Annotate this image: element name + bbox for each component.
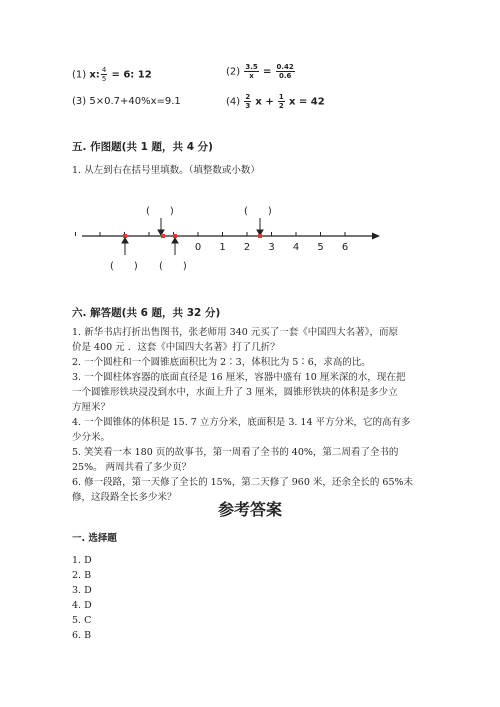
equation-2-left-fraction [244, 63, 258, 80]
question-line: 3. 一个圆柱体容器的底面直径是 16 厘米，容器中盛有 10 厘米深的水，现在把 [72, 372, 406, 383]
paren-bottom-1: ( ) [110, 261, 138, 272]
equation-4-fraction-2 [278, 93, 285, 110]
answer-item: 3. D [72, 585, 92, 596]
equation-1-fraction [101, 66, 107, 83]
section-6-title: 六. 解答题(共 6 题，共 32 分) [72, 307, 221, 319]
red-mark-4 [258, 234, 262, 238]
section-6-questions [72, 325, 413, 505]
fraction-numerator: 2 [245, 93, 251, 101]
answer-item: 4. D [72, 600, 92, 611]
answers-title: 参考答案 [217, 500, 282, 519]
fraction-numerator: 4 [101, 66, 107, 74]
section-5-question-1: 1. 从左到右在括号里填数。（填整数或小数） [72, 165, 260, 176]
question-line: 一个圆锥形铁块浸没到水中，水面上升了 3 厘米，圆锥形铁块的体积是多少立 [72, 387, 398, 398]
answers-list [72, 553, 92, 643]
equation-4-label: (4) [226, 96, 241, 108]
fraction-numerator: 3.5 [245, 63, 258, 71]
question-line: 修，这段路全长多少米？ [72, 492, 177, 503]
axis-ticks [76, 232, 346, 236]
axis-tick-label: 3 [268, 242, 275, 253]
fraction-denominator: 5 [101, 75, 107, 83]
question-line: 2. 一个圆柱和一个圆锥底面积比为 2∶3，体积比为 5∶6，求高的比。 [72, 357, 371, 368]
answers-section-1-title: 一. 选择题 [72, 533, 117, 544]
question-line: 1. 新华书店打折出售图书，张老师用 340 元买了一套《中国四大名著》，而原 [72, 327, 399, 338]
axis-tick-label: 5 [317, 242, 324, 253]
arrows-up [122, 238, 178, 255]
equation-1-label: (1) [72, 69, 87, 81]
axis-tick-label: 2 [243, 242, 251, 253]
equation-2-equals: = [262, 66, 272, 78]
equation-3 [72, 96, 181, 107]
question-line: 少分米。 [72, 432, 111, 443]
number-line-figure [72, 200, 392, 280]
equation-4-mid: x + [255, 96, 274, 108]
question-line: 6. 修一段路，第一天修了全长的 15%，第二天修了 960 米，还余全长的 65%未 [72, 477, 414, 488]
fraction-denominator: 2 [278, 102, 284, 110]
fraction-denominator: 0.6 [278, 72, 292, 80]
bottom-parens [110, 261, 187, 272]
axis-tick-label: 1 [219, 242, 226, 253]
red-mark-2 [161, 234, 165, 238]
fraction-numerator: 1 [278, 93, 284, 101]
arrow-up-2-head [172, 238, 178, 243]
paren-top-1: ( ) [146, 206, 174, 217]
answer-item: 2. B [72, 570, 92, 581]
answer-item: 5. C [72, 615, 92, 626]
axis-tick-label: 4 [292, 242, 300, 253]
equation-4 [226, 93, 325, 110]
answer-item: 6. B [72, 630, 92, 641]
arrow-up-1-head [122, 238, 128, 243]
paren-top-2: ( ) [244, 206, 272, 217]
axis-tick-label: 6 [341, 242, 349, 253]
fraction-numerator: 0.42 [276, 63, 294, 71]
equation-4-rhs: x = 42 [288, 96, 325, 108]
axis-tick-label: 0 [194, 242, 202, 253]
equation-1-lhs: x: [89, 69, 100, 81]
question-line: 4. 一个圆锥体的体积是 15. 7 立方分米，底面积是 3. 14 平方分米，它的高有多 [72, 417, 411, 428]
equation-4-fraction-1 [244, 93, 251, 110]
equation-2-label: (2) [226, 66, 241, 78]
answer-item: 1. D [72, 555, 92, 566]
question-line: 5. 笑笑看一本 180 页的故事书，第一周看了全书的 40%，第二周看了全书的 [72, 447, 399, 458]
axis-tick-labels [195, 242, 348, 253]
equation-2 [226, 63, 296, 80]
fraction-denominator: 3 [245, 102, 251, 110]
axis-arrowhead [372, 233, 380, 240]
question-line: 方厘米？ [72, 402, 111, 413]
fraction-denominator: x [249, 72, 254, 80]
equation-2-right-fraction [276, 63, 295, 80]
paren-bottom-2: ( ) [159, 261, 187, 272]
question-line: 25%。 两周共看了多少页？ [72, 462, 192, 473]
equation-1-rhs: = 6: 12 [111, 69, 152, 81]
question-line: 价是 400 元 ．这套《中国四大名著》打了几折？ [72, 342, 280, 353]
section-5-title: 五. 作图题(共 1 题，共 4 分) [72, 141, 213, 153]
equation-1 [72, 66, 152, 83]
equation-3-text: (3) 5×0.7+40%x=9.1 [72, 96, 181, 107]
top-parens [146, 206, 272, 217]
